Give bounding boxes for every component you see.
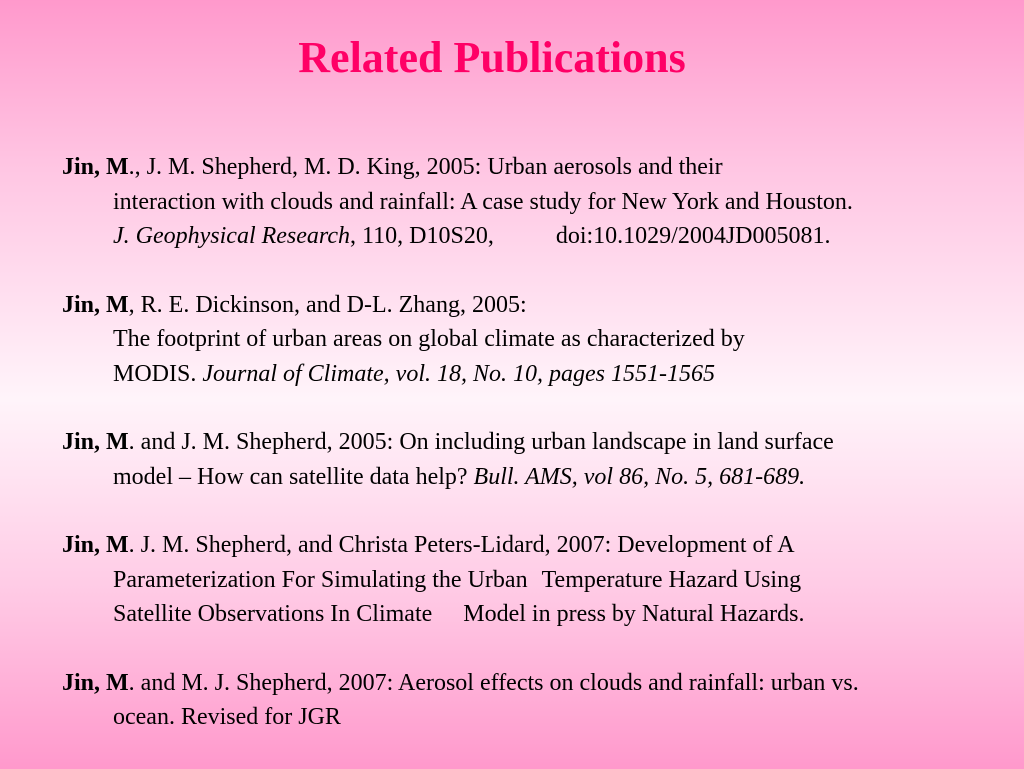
publication-1-author: Jin, M — [62, 154, 129, 180]
slide-title: Related Publications — [298, 33, 686, 82]
publication-2-line-2: The footprint of urban areas on global climate as characterized by — [113, 326, 745, 352]
publication-1-line-3 — [62, 219, 1012, 254]
publication-2-line-1 — [62, 288, 1012, 323]
publication-5-line-2: ocean. Revised for JGR — [113, 704, 341, 730]
publication-1-doi: doi:10.1029/2004JD005081. — [555, 223, 831, 249]
publication-3-line-1 — [62, 425, 1012, 460]
publication-2-line-1-text: , R. E. Dickinson, and D-L. Zhang, 2005: — [128, 291, 527, 318]
publication-2-author: Jin, M — [62, 291, 129, 318]
publication-4-line-1-text: . J. M. Shepherd, and Christa Peters-Lidard, 2007: Development of A — [128, 532, 795, 558]
publication-4-line-2 — [62, 563, 1012, 598]
publication-4-line-3-text-a: Satellite Observations In Climate — [113, 601, 433, 627]
publication-1-volume: , 110, D10S20, — [350, 223, 494, 249]
publication-4-line-2-text-a: Parameterization For Simulating the Urban — [113, 566, 528, 593]
publication-1-line-1 — [62, 150, 1012, 185]
publication-3-journal: Bull. AMS, vol 86, No. 5, 681-689. — [473, 463, 806, 490]
publication-3-author: Jin, M — [62, 429, 129, 455]
publication-4-line-1 — [62, 528, 1012, 563]
publication-1-line-1-text: ., J. M. Shepherd, M. D. King, 2005: Urban aerosols and their — [128, 154, 723, 180]
publication-5-line-1 — [62, 666, 1012, 701]
publication-list — [62, 150, 1012, 769]
publication-5 — [62, 666, 1012, 735]
publication-5-line-1-text: . and M. J. Shepherd, 2007: Aerosol effects on clouds and rainfall: urban vs. — [128, 669, 859, 696]
publication-4 — [62, 528, 1012, 632]
publication-1-journal: J. Geophysical Research — [113, 223, 351, 249]
publication-2-journal: Journal of Climate, vol. 18, No. 10, pages 1551-1565 — [202, 360, 715, 387]
publication-3-line-2 — [62, 460, 1012, 495]
publication-4-line-2-text-b: Temperature Hazard Using — [541, 566, 802, 593]
publication-2-line-3 — [62, 357, 1012, 392]
publication-4-author: Jin, M — [62, 532, 129, 558]
publication-3 — [62, 425, 1012, 494]
publication-3-line-1-text: . and J. M. Shepherd, 2005: On including urban landscape in land surface — [128, 429, 834, 455]
publication-3-line-2-text: model – How can satellite data help? — [113, 463, 474, 490]
publication-2 — [62, 288, 1012, 392]
publication-4-line-3 — [62, 597, 1012, 632]
publication-1-line-2: interaction with clouds and rainfall: A case study for New York and Houston. — [113, 188, 853, 215]
publication-2-line-3-text: MODIS. — [113, 360, 203, 387]
publication-5-author: Jin, M — [62, 669, 129, 696]
publication-4-line-3-text-b: Model in press by Natural Hazards. — [463, 601, 805, 627]
publication-1 — [62, 150, 1012, 254]
